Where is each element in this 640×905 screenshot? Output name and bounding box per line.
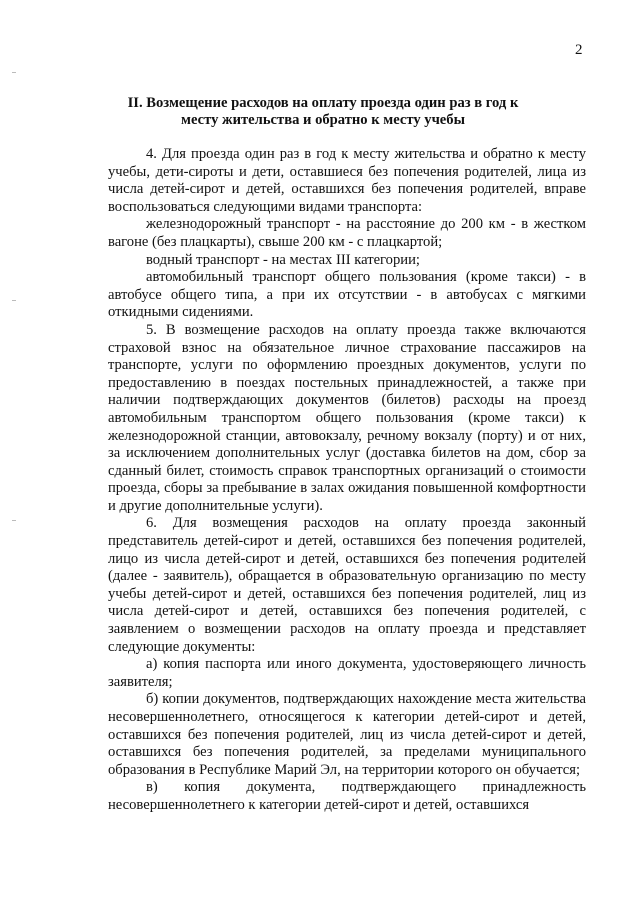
paragraph-6: 6. Для возмещения расходов на оплату проезда законный представитель детей-сирот и детей, оставшихся без попечения родителей, лицо из числа детей-сирот и детей, оставшихся без попечения родителей (далее - заявитель), обращается в образовательную организацию по месту учебы детей-сирот и детей, оставшихся без попечения родителей, лиц из числа детей-сирот и детей, оставшихся без попечения родителей, с заявлением о возмещении расходов на оплату проезда и представляет следующие документы: (108, 515, 586, 655)
page-number: 2 (575, 42, 583, 58)
paragraph-6v: в) копия документа, подтверждающего принадлежность несовершеннолетнего к категории детей-сирот и детей, оставшихся (108, 779, 586, 813)
scan-margin-mark (12, 300, 16, 301)
paragraph-5: 5. В возмещение расходов на оплату проезда также включаются страховой взнос на обязательное личное страхование пассажиров на транспорте, услуги по оформлению проездных документов, услуги по предоставлению в поездах постельных принадлежностей, а также при наличии подтверждающих документов (билетов) расходы на проезд автомобильным транспортом общего пользования (кроме такси) к железнодорожной станции, автовокзалу, речному вокзалу (порту) и от них, за исключением дополнительных услуг (доставка билетов на дом, сбор за сданный билет, стоимость справок транспортных организаций о стоимости проезда, сборы за пребывание в залах ожидания повышенной комфортности и другие дополнительные услуги). (108, 321, 586, 514)
scan-margin-mark (12, 72, 16, 73)
paragraph-rail-transport: железнодорожный транспорт - на расстояние до 200 км - в жестком вагоне (без плацкарты), свыше 200 км - с плацкартой; (108, 216, 586, 250)
scan-margin-mark (12, 520, 16, 521)
document-body (108, 146, 586, 815)
paragraph-6a: а) копия паспорта или иного документа, удостоверяющего личность заявителя; (108, 656, 586, 690)
section-heading: II. Возмещение расходов на оплату проезда один раз в год к месту жительства и обратно к месту учебы (127, 95, 519, 128)
paragraph-road-transport: автомобильный транспорт общего пользования (кроме такси) - в автобусе общего типа, а при их отсутствии - в автобусах с мягкими откидными сидениями. (108, 269, 586, 321)
paragraph-4-intro: 4. Для проезда один раз в год к месту жительства и обратно к месту учебы, дети-сироты и дети, оставшиеся без попечения родителей, лица из числа детей-сирот и детей, оставшихся без попечения родителей, вправе воспользоваться следующими видами транспорта: (108, 146, 586, 215)
paragraph-6b: б) копии документов, подтверждающих нахождение места жительства несовершеннолетнего, относящегося к категории детей-сирот и детей, оставшихся без попечения родителей, лиц из числа детей-сирот и детей, оставшихся без попечения родителей, за пределами муниципального образования в Республике Марий Эл, на территории которого он обучается; (108, 691, 586, 778)
paragraph-water-transport: водный транспорт - на местах III категории; (146, 251, 420, 268)
